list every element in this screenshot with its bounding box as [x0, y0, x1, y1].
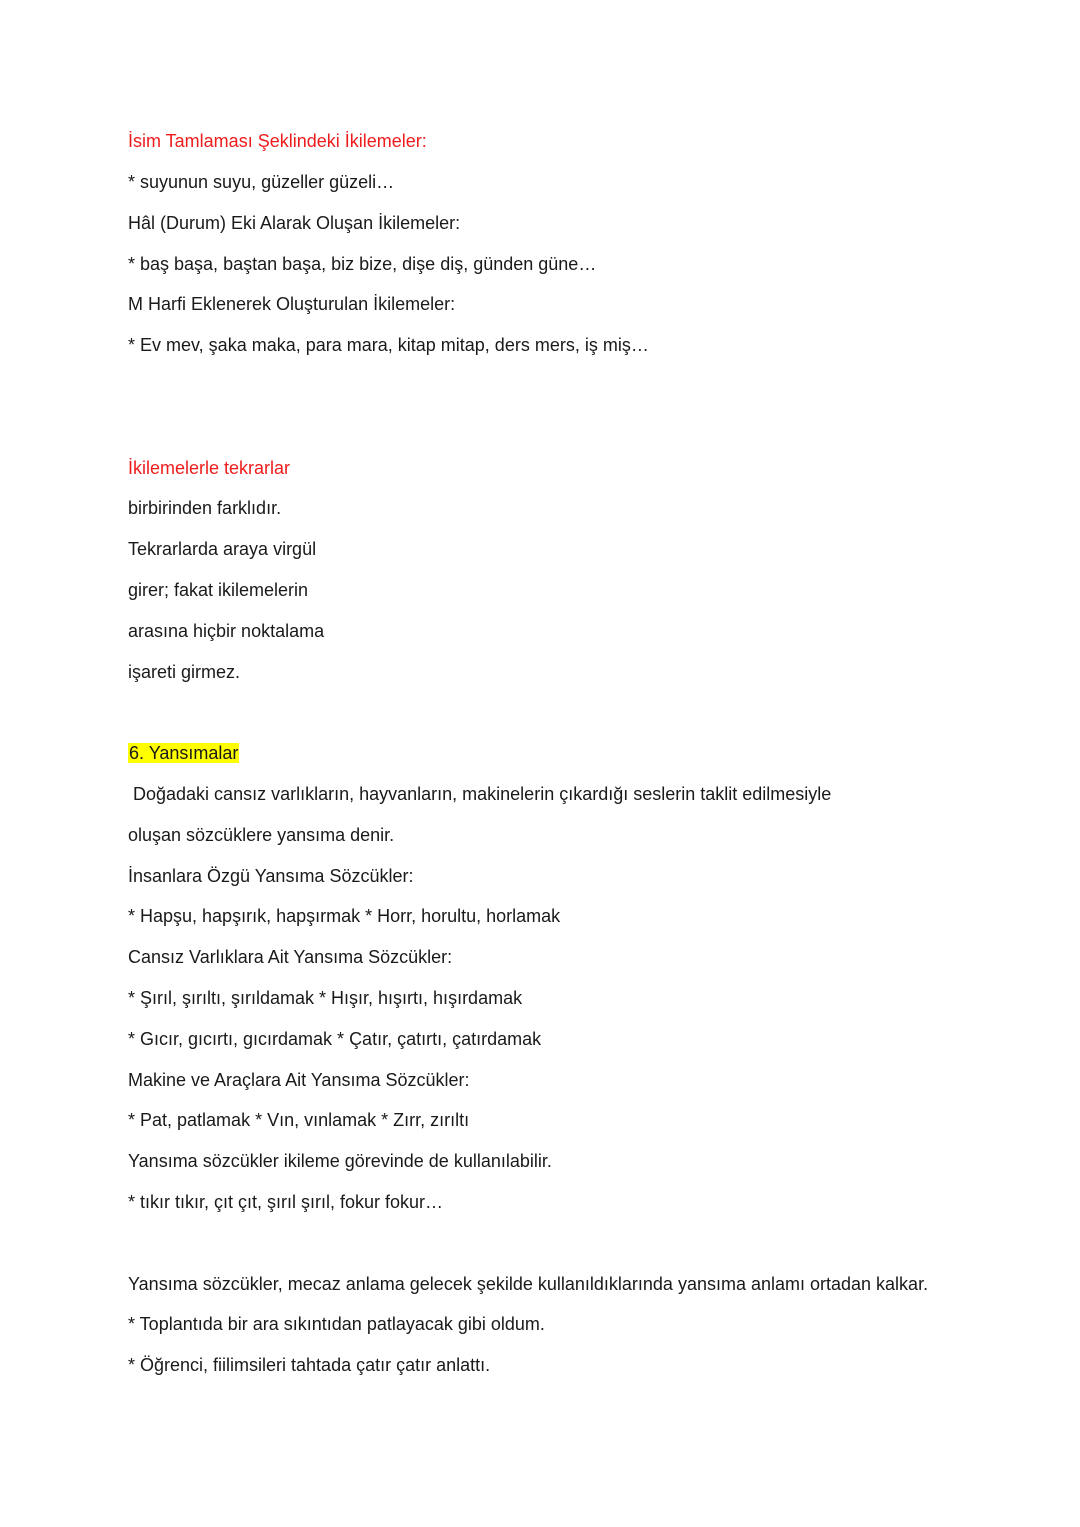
heading-ikilemelerle-tekrarlar: İkilemelerle tekrarlar	[128, 458, 291, 478]
example-hal-eki: * baş başa, baştan başa, biz bize, dişe diş, günden güne…	[128, 254, 597, 274]
heading-insanlara-ozgu: İnsanlara Özgü Yansıma Sözcükler:	[128, 866, 414, 886]
example-isim-tamlamasi: * suyunun suyu, güzeller güzeli…	[128, 172, 395, 192]
heading-makine-araclar: Makine ve Araçlara Ait Yansıma Sözcükler:	[128, 1070, 470, 1090]
yansima-definition-1: Doğadaki cansız varlıkların, hayvanların, makinelerin çıkardığı seslerin taklit edilmesiyle	[133, 784, 832, 804]
example-ikileme: * tıkır tıkır, çıt çıt, şırıl şırıl, fokur fokur…	[128, 1192, 444, 1212]
tekrar-line-2: Tekrarlarda araya virgül	[128, 539, 317, 559]
example-cansiz-varliklar-2: * Gıcır, gıcırtı, gıcırdamak * Çatır, çatırtı, çatırdamak	[128, 1029, 542, 1049]
tekrar-line-3: girer; fakat ikilemelerin	[128, 580, 309, 600]
heading-cansiz-varliklar: Cansız Varlıklara Ait Yansıma Sözcükler:	[128, 947, 453, 967]
tekrar-line-4: arasına hiçbir noktalama	[128, 621, 325, 641]
heading-m-harfi: M Harfi Eklenerek Oluşturulan İkilemeler:	[128, 294, 456, 314]
heading-isim-tamlamasi: İsim Tamlaması Şeklindeki İkilemeler:	[128, 131, 427, 151]
ikileme-note: Yansıma sözcükler ikileme görevinde de kullanılabilir.	[128, 1151, 552, 1171]
heading-yansimalar-wrap	[128, 741, 239, 765]
tekrar-line-5: işareti girmez.	[128, 662, 241, 682]
mecaz-note: Yansıma sözcükler, mecaz anlama gelecek şekilde kullanıldıklarında yansıma anlamı ortadan kalkar.	[128, 1274, 929, 1294]
yansima-definition-2: oluşan sözcüklere yansıma denir.	[128, 825, 395, 845]
example-makine-araclar: * Pat, patlamak * Vın, vınlamak * Zırr, zırıltı	[128, 1110, 470, 1130]
example-mecaz-1: * Toplantıda bir ara sıkıntıdan patlayacak gibi oldum.	[128, 1314, 545, 1334]
example-mecaz-2: * Öğrenci, fiilimsileri tahtada çatır çatır anlattı.	[128, 1355, 491, 1375]
tekrar-line-1: birbirinden farklıdır.	[128, 498, 282, 518]
heading-hal-eki: Hâl (Durum) Eki Alarak Oluşan İkilemeler:	[128, 213, 461, 233]
example-cansiz-varliklar-1: * Şırıl, şırıltı, şırıldamak * Hışır, hışırtı, hışırdamak	[128, 988, 523, 1008]
example-m-harfi: * Ev mev, şaka maka, para mara, kitap mitap, ders mers, iş miş…	[128, 335, 649, 355]
heading-yansimalar: 6. Yansımalar	[129, 743, 239, 763]
example-insanlara-ozgu: * Hapşu, hapşırık, hapşırmak * Horr, horultu, horlamak	[128, 906, 561, 926]
